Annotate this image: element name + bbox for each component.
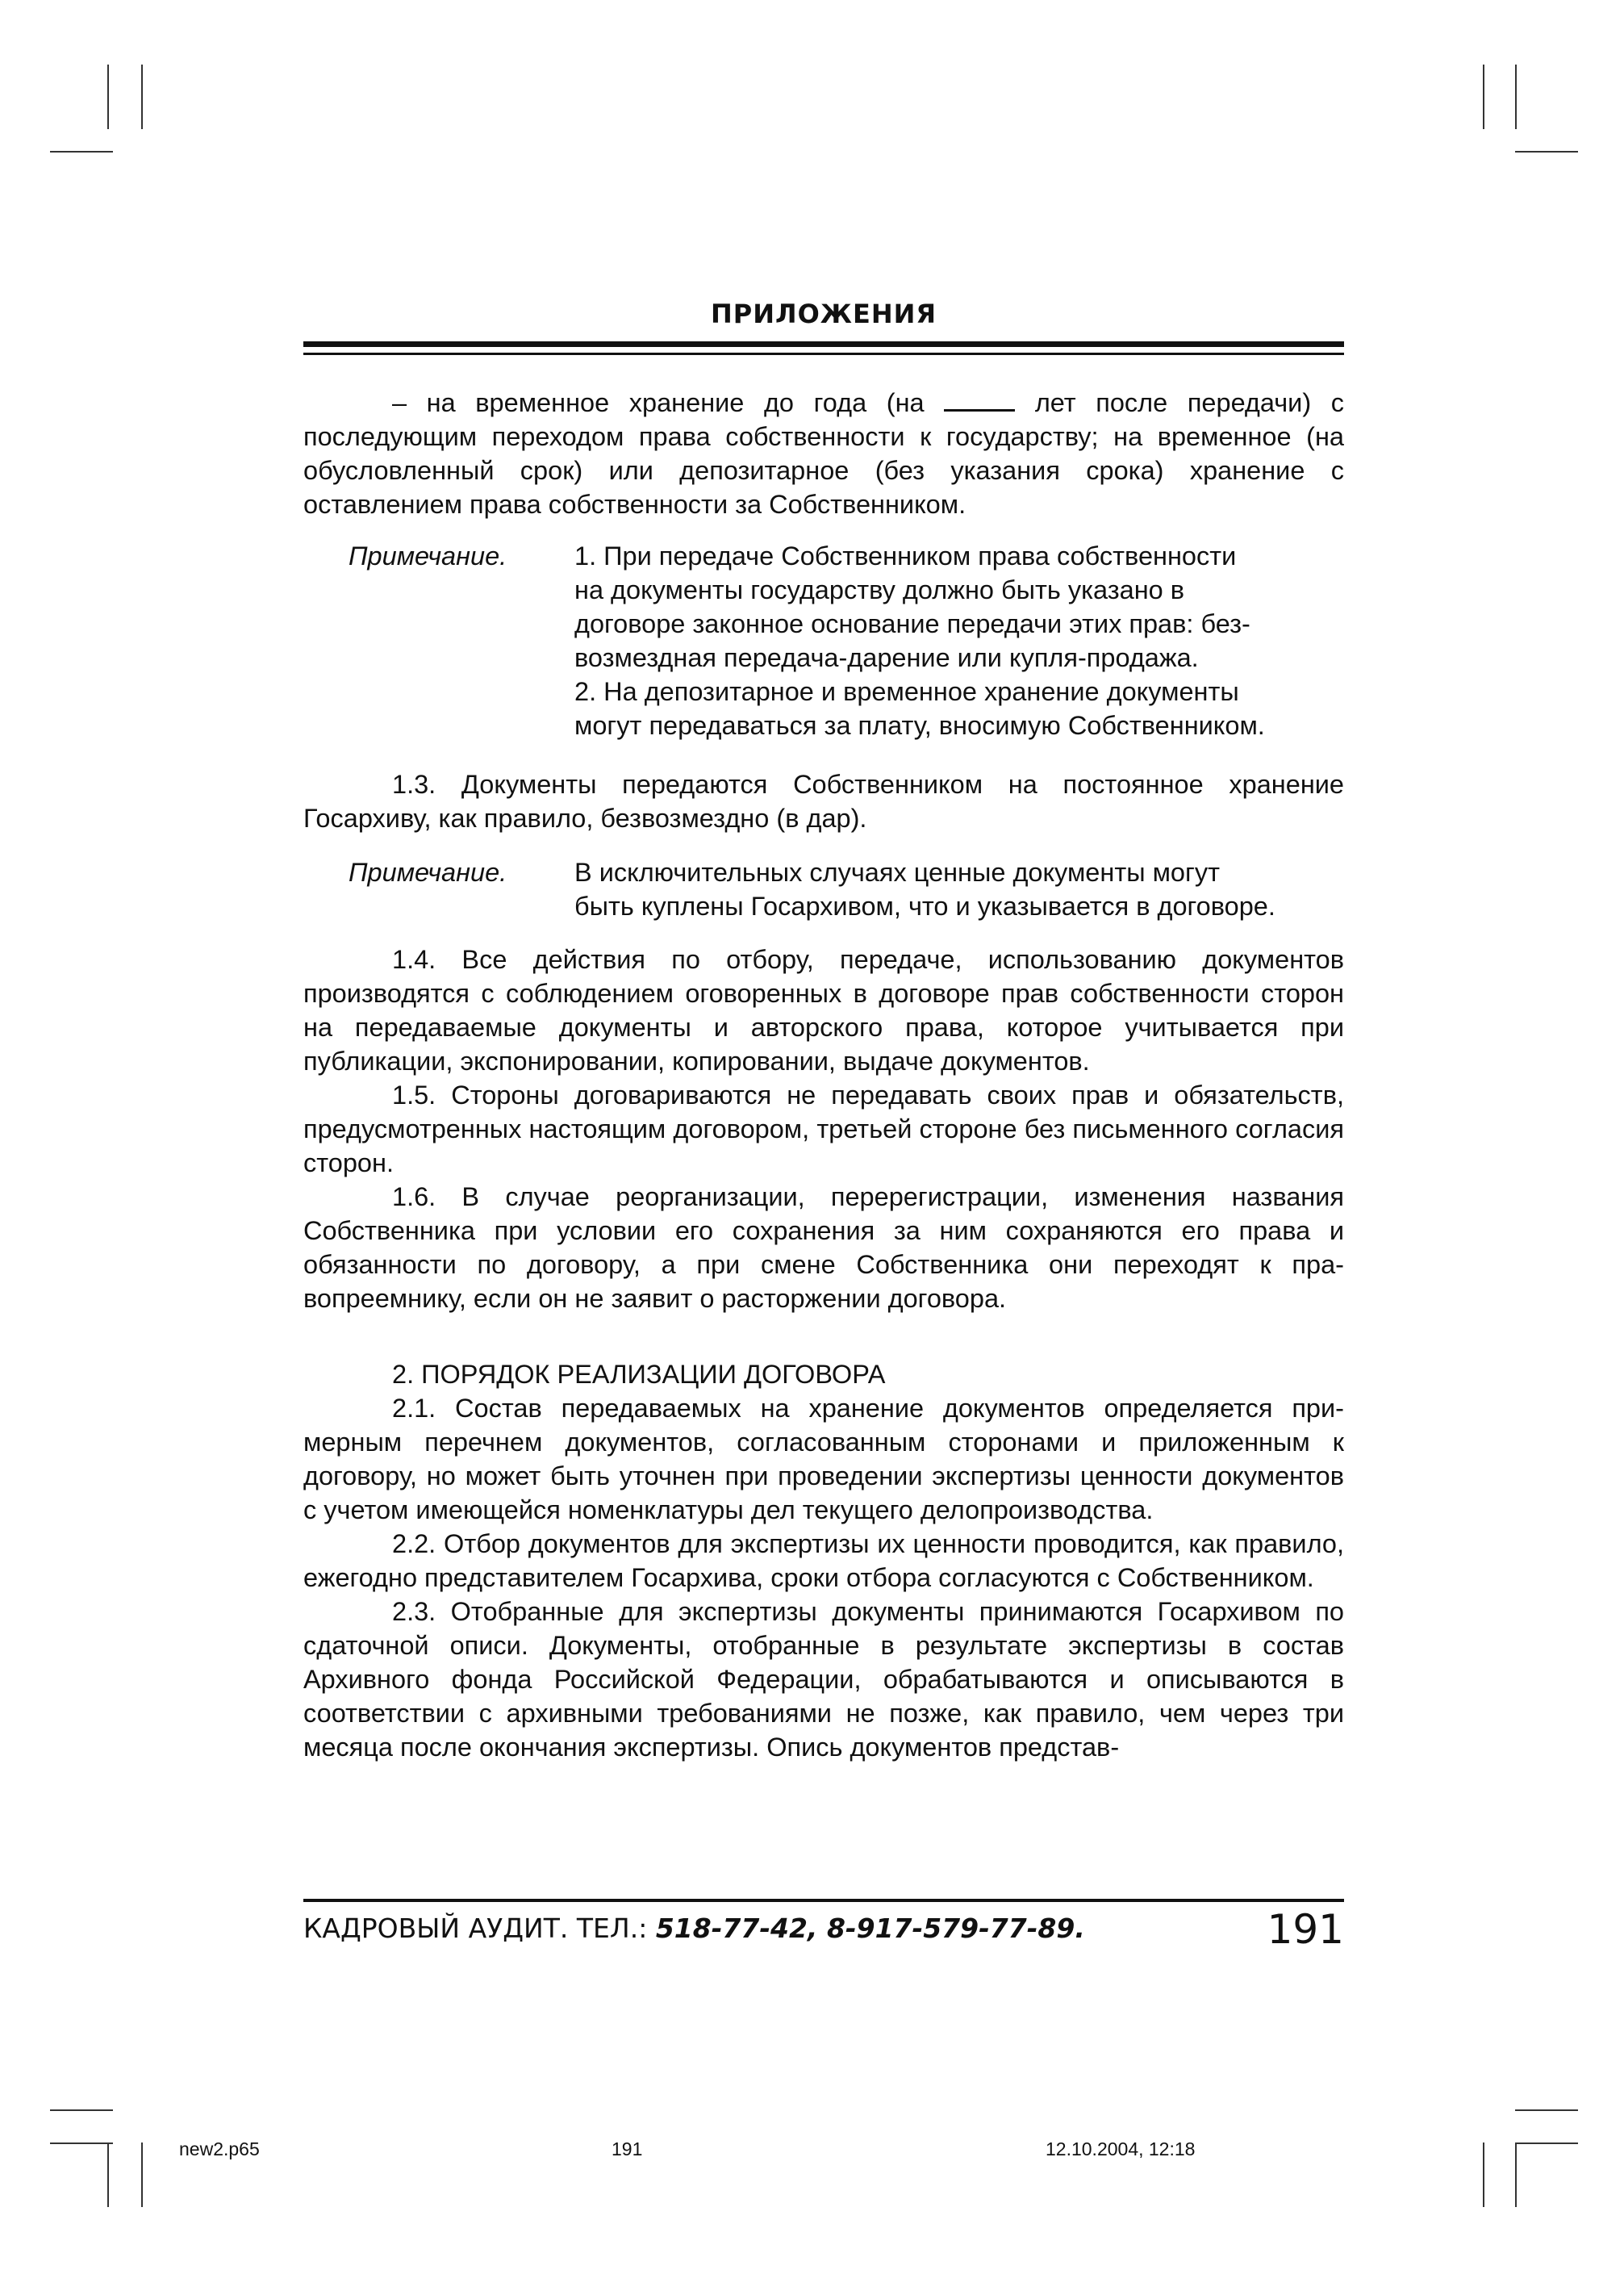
paragraph: 1.4. Все действия по отбору, передаче, использованию документов производятся с соблюдением оговоренных в договоре прав собственности сторон на передаваемые документы и авторского права, которое учитывается при публикации, экспонировании, копировании, выдаче документов. bbox=[303, 945, 1344, 1076]
header-rule-thick bbox=[303, 341, 1344, 347]
crop-mark bbox=[107, 2142, 109, 2207]
crop-mark bbox=[1515, 2142, 1578, 2144]
crop-mark bbox=[1483, 2142, 1484, 2207]
paragraph: 2.2. Отбор документов для экспертизы их ценности проводится, как правило, ежегодно представителем Госархива, сроки отбора согласуются с Собственником. bbox=[303, 1529, 1344, 1592]
paragraph: 1.5. Стороны договариваются не передавать своих прав и обязательств, предусмотренных настоящим договором, третьей стороне без письменного согласия сторон. bbox=[303, 1081, 1344, 1177]
text-block-top bbox=[303, 386, 1344, 521]
section-heading: 2. ПОРЯДОК РЕАЛИЗАЦИИ ДОГОВОРА bbox=[392, 1360, 886, 1389]
note-label: Примечание. bbox=[349, 858, 507, 887]
crop-mark bbox=[1515, 65, 1517, 129]
crop-mark bbox=[1483, 65, 1484, 129]
slug-datetime: 12.10.2004, 12:18 bbox=[1046, 2138, 1196, 2159]
footer-line bbox=[303, 1913, 1085, 1944]
note-label: Примечание. bbox=[349, 541, 507, 571]
footer-label: КАДРОВЫЙ АУДИТ. ТЕЛ.: bbox=[303, 1913, 648, 1944]
crop-mark bbox=[1515, 2142, 1517, 2207]
footer-phones: 518-77-42, 8-917-579-77-89. bbox=[655, 1913, 1085, 1944]
blank-line bbox=[944, 408, 1015, 412]
slug-file: new2.p65 bbox=[179, 2138, 260, 2159]
paragraph: 2.1. Состав передаваемых на хранение документов определяется примерным перечнем документов, согласованным сторонами и приложенным к договору, но может быть уточнен при проведении экспертизы ценности документов с учетом имеющейся номенклатуры дел текущего делопроизводства. bbox=[303, 1394, 1344, 1524]
paragraph: 1.3. Документы передаются Собственником на постоянное хранение Госархиву, как правило, безвозмездно (в дар). bbox=[303, 770, 1344, 833]
crop-mark bbox=[50, 2109, 113, 2111]
crop-mark bbox=[141, 2142, 143, 2207]
paragraph: 2.3. Отобранные для экспертизы документы принимаются Госархивом по сдаточной описи. Документы, отобранные в результате экспертизы в состав Архивного фонда Российской Федерации, обрабатываются и описываются в соответствии с архивными требованиями не позже, как правило, чем через три месяца после окончания экспертизы. Опись документов представ- bbox=[303, 1597, 1344, 1762]
paragraph: – на временное хранение до года (на лет после передачи) с последующим переходом права собственности к государству; на временное (на обусловленный срок) или депозитарное (без указания срока) хранение с оставлением права собственности за Собственником. bbox=[303, 388, 1345, 519]
crop-mark bbox=[1515, 151, 1578, 153]
note-content: В исключительных случаях ценные документы могут быть куплены Госархивом, что и указывается в договоре. bbox=[574, 858, 1275, 921]
crop-mark bbox=[141, 65, 143, 129]
crop-mark bbox=[107, 65, 109, 129]
note-content: 1. При передаче Собственником права собственности на документы государству должно быть указано в договоре законное основание передачи этих прав: без- возмездная передача-дарение или купля-продажа. 2. На депозитарное и временное хранение документы могут передаваться за плату, вносимую Собственником. bbox=[574, 541, 1265, 740]
slug-page: 191 bbox=[612, 2138, 643, 2159]
text-block-1-3 bbox=[303, 767, 1344, 835]
crop-mark bbox=[1515, 2109, 1578, 2111]
page-number: 191 bbox=[1267, 1906, 1344, 1953]
text-block-1-4 bbox=[303, 943, 1344, 1315]
footer-rule bbox=[303, 1899, 1344, 1902]
crop-mark bbox=[50, 2142, 113, 2144]
paragraph: 1.6. В случае реорганизации, перерегистрации, изменения названия Собственника при условии его сохранения за ним сохраняются его права и обязанности по договору, а при смене Собственника они переходят к правопреемнику, если он не заявит о расторжении договора. bbox=[303, 1182, 1344, 1313]
crop-mark bbox=[50, 151, 113, 153]
running-header: ПРИЛОЖЕНИЯ bbox=[710, 299, 937, 329]
text-block-section-2 bbox=[303, 1357, 1344, 1764]
header-rule-thin bbox=[303, 353, 1344, 355]
